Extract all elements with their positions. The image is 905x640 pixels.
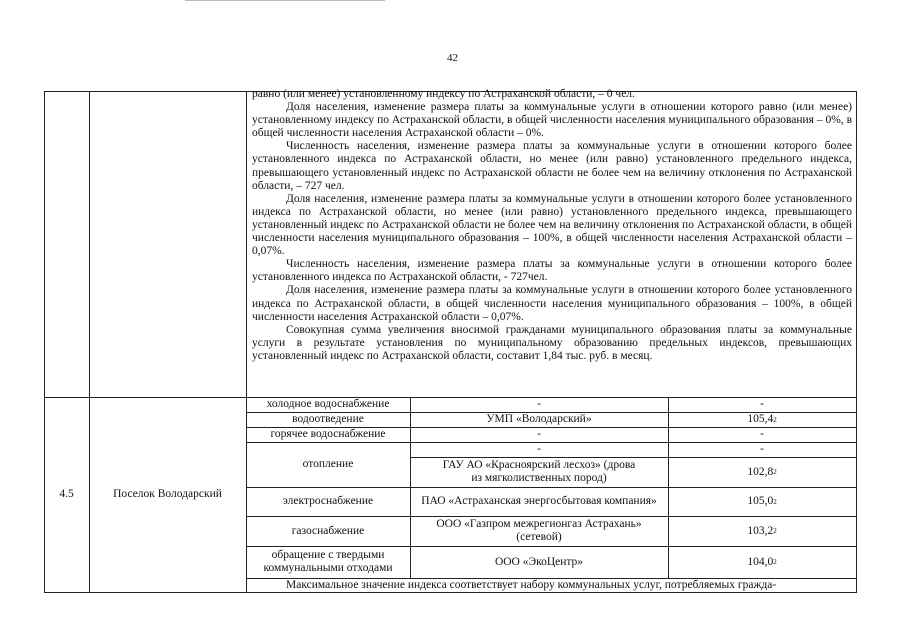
- service-provider: ООО «Газпром межрегионгаз Астрахань» (сетевой): [436, 518, 642, 543]
- service-index-cell: 103,2 2: [747, 524, 777, 537]
- service-name: обращение с твердыми коммунальными отходами: [263, 549, 393, 574]
- service-name: газоснабжение: [291, 524, 365, 537]
- paragraph: Совокупная сумма увеличения вносимой гражданами муниципального образования платы за коммунальные услуги в результате установления по муниципальному образованию предельных индексов, превышающих установленный индекс по Астраханской области, составит 1,84 тыс. руб. в месяц.: [252, 323, 852, 362]
- paragraph: Доля населения, изменение размера платы за коммунальные услуги в отношении которого равно (или менее) установленному индексу по Астраханской области, в общей численности населения муниципального образования – 0%, в общей численности населения Астраханской области – 0%.: [252, 101, 852, 140]
- text-block: [252, 88, 852, 363]
- service-index-cell: 105,0 2: [747, 495, 777, 507]
- table-bottom-border: [44, 592, 856, 593]
- service-provider: -: [537, 398, 541, 410]
- service-name: горячее водоснабжение: [270, 428, 386, 440]
- page-number: 42: [447, 52, 458, 64]
- service-provider: -: [537, 443, 541, 455]
- service-index: 105,4: [747, 413, 774, 425]
- service-name: отопление: [302, 458, 354, 470]
- service-index: 104,0: [747, 555, 774, 568]
- service-index: 103,2: [747, 524, 774, 537]
- service-name: электроснабжение: [282, 495, 374, 507]
- service-provider: ООО «ЭкоЦентр»: [494, 555, 584, 568]
- service-index-cell: 104,0 2: [747, 555, 777, 568]
- service-index: -: [760, 398, 764, 410]
- table-right-border: [856, 91, 857, 593]
- paragraph: Численность населения, изменение размера платы за коммунальные услуги в отношении которого более установленного индекса по Астраханской области, но менее (или равно) установленного предельного индекса, превышающего установленный индекс по Астраханской области не более чем на величину отклонения по Астраханской области, – 727 чел.: [252, 140, 852, 192]
- paragraph: Численность населения, изменение размера платы за коммунальные услуги в отношении которого более установленного индекса по Астраханской области, - 727чел.: [252, 258, 852, 284]
- service-index: 102,8: [747, 465, 774, 478]
- final-text-line: Максимальное значение индекса соответствует набору коммунальных услуг, потребляемых гражда-: [286, 579, 777, 591]
- service-provider: ГАУ АО «Красноярский лесхоз» (дрова из мягколиственных пород): [442, 459, 636, 484]
- service-index-cell: 102,8 2: [747, 465, 777, 478]
- municipality-name: Поселок Володарский: [113, 488, 222, 500]
- paragraph: равно (или менее) установленному индексу по Астраханской области, – 0 чел.: [252, 88, 635, 100]
- service-name: холодное водоснабжение: [266, 398, 390, 410]
- service-name: водоотведение: [292, 413, 364, 425]
- row-number: 4.5: [59, 488, 74, 500]
- top-edge-line: [185, 0, 385, 1]
- service-provider: ПАО «Астраханская энергосбытовая компания»: [421, 495, 657, 507]
- service-index-cell: 105,4 2: [747, 413, 777, 425]
- service-provider: УМП «Володарский»: [486, 413, 592, 425]
- service-provider: -: [537, 428, 541, 440]
- paragraph: Доля населения, изменение размера платы за коммунальные услуги в отношении которого более установленного индекса по Астраханской области, но менее (или равно) установленного предельного индекса, превышающего установленный индекс по Астраханской области не более чем на величину отклонения по Астраханской области, в общей численности населения муниципального образования – 100%, в общей численности населения Астраханской области – 0,07%.: [252, 192, 852, 258]
- paragraph: Доля населения, изменение размера платы за коммунальные услуги в отношении которого более установленного индекса по Астраханской области, в общей численности населения муниципального образования – 100%, в общей численности населения Астраханской области – 0,07%.: [252, 284, 852, 323]
- service-index: -: [760, 443, 764, 455]
- service-index: 105,0: [747, 495, 774, 507]
- service-index: -: [760, 428, 764, 440]
